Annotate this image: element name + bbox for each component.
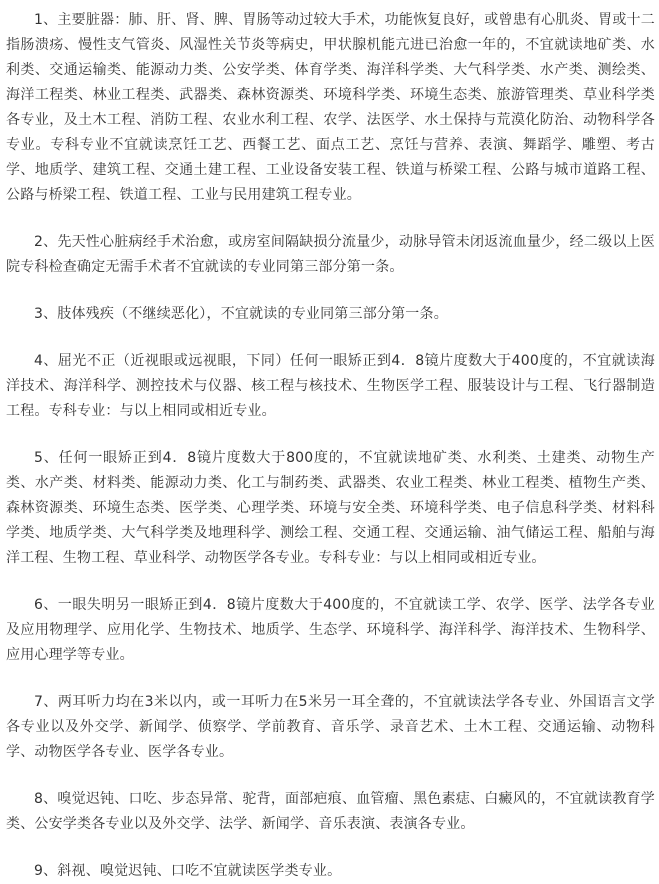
paragraph-8: 8、嗅觉迟钝、口吃、步态异常、驼背，面部疤痕、血管瘤、黑色素痣、白癜风的，不宜就读教育学类、公安学类各专业以及外交学、法学、新闻学、音乐表演、表演各专业。 xyxy=(6,791,655,832)
paragraph-4: 4、屈光不正（近视眼或远视眼，下同）任何一眼矫正到4．8镜片度数大于400度的，不宜就读海洋技术、海洋科学、测控技术与仪器、核工程与核技术、生物医学工程、服装设计与工程、飞行器制造工程。专科专业：与以上相同或相近专业。 xyxy=(6,353,655,419)
paragraph-5: 5、任何一眼矫正到4．8镜片度数大于800度的，不宜就读地矿类、水利类、土建类、动物生产类、水产类、材料类、能源动力类、化工与制药类、武器类、农业工程类、林业工程类、植物生产类、森林资源类、环境生态类、医学类、心理学类、环境与安全类、环境科学类、电子信息科学类、材料科学类、地质学类、大气科学类及地理科学、测绘工程、交通工程、交通运输、油气储运工程、船舶与海洋工程、生物工程、草业科学、动物医学各专业。专科专业：与以上相同或相近专业。 xyxy=(6,450,655,566)
paragraph-9: 9、斜视、嗅觉迟钝、口吃不宜就读医学类专业。 xyxy=(34,863,342,879)
paragraph-2: 2、先天性心脏病经手术治愈，或房室间隔缺损分流量少，动脉导管未闭返流血量少，经二级以上医院专科检查确定无需手术者不宜就读的专业同第三部分第一条。 xyxy=(6,234,655,275)
paragraph-1: 1、主要脏器：肺、肝、肾、脾、胃肠等动过较大手术，功能恢复良好，或曾患有心肌炎、胃或十二指肠溃疡、慢性支气管炎、风湿性关节炎等病史，甲状腺机能亢进已治愈一年的，不宜就读地矿类、水利类、交通运输类、能源动力类、公安学类、体育学类、海洋科学类、大气科学类、水产类、测绘类、海洋工程类、林业工程类、武器类、森林资源类、环境科学类、环境生态类、旅游管理类、草业科学类各专业，及土木工程、消防工程、农业水利工程、农学、法医学、水土保持与荒漠化防治、动物科学各专业。专科专业不宜就读烹饪工艺、西餐工艺、面点工艺、烹饪与营养、表演、舞蹈学、雕塑、考古学、地质学、建筑工程、交通土建工程、工业设备安装工程、铁道与桥梁工程、公路与城市道路工程、公路与桥梁工程、铁道工程、工业与民用建筑工程专业。 xyxy=(6,12,655,203)
paragraph-6: 6、一眼失明另一眼矫正到4．8镜片度数大于400度的，不宜就读工学、农学、医学、法学各专业及应用物理学、应用化学、生物技术、地质学、生态学、环境科学、海洋科学、海洋技术、生物科学、应用心理学等专业。 xyxy=(6,597,655,663)
paragraph-3: 3、肢体残疾（不继续恶化），不宜就读的专业同第三部分第一条。 xyxy=(34,306,448,322)
paragraph-7: 7、两耳听力均在3米以内，或一耳听力在5米另一耳全聋的，不宜就读法学各专业、外国语言文学各专业以及外交学、新闻学、侦察学、学前教育、音乐学、录音艺术、土木工程、交通运输、动物科学、动物医学各专业、医学各专业。 xyxy=(6,694,655,760)
